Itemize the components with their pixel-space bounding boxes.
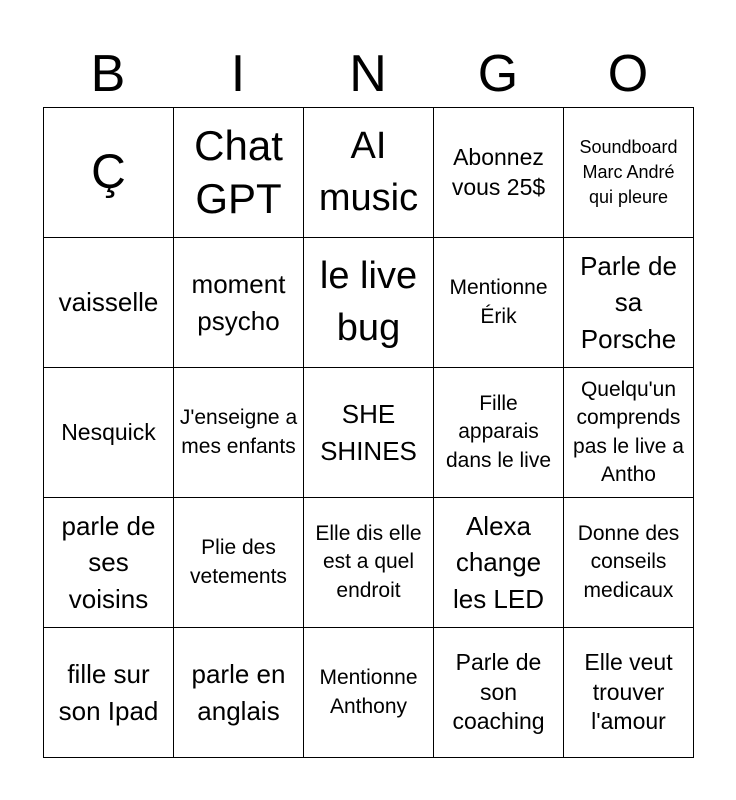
header-letter-n: N	[349, 45, 387, 103]
bingo-cell[interactable]	[434, 238, 564, 368]
cell-label: Mentionne Anthony	[319, 666, 418, 718]
header-letter-i: I	[230, 45, 246, 103]
bingo-board	[43, 107, 694, 758]
cell-label: SHE SHINES	[320, 399, 417, 466]
cell-label: Fille apparais dans le live	[445, 391, 552, 472]
cell-label: Elle dis elle est a quel endroit	[315, 521, 422, 602]
bingo-cell[interactable]	[434, 368, 564, 498]
bingo-cell[interactable]	[44, 108, 174, 238]
cell-label: Soundboard Marc André qui pleure	[579, 136, 678, 208]
bingo-cell[interactable]	[564, 628, 694, 758]
cell-label: Quelqu'un comprends pas le live a Antho	[573, 377, 684, 486]
header-letter-b: B	[90, 45, 126, 103]
bingo-cell[interactable]	[174, 238, 304, 368]
cell-label: Elle veut trouver l'amour	[584, 648, 673, 735]
bingo-cell[interactable]	[174, 108, 304, 238]
cell-label: Nesquick	[61, 418, 156, 445]
header-letter-o: O	[607, 45, 649, 103]
header-letter-g: G	[477, 45, 519, 103]
bingo-cell[interactable]	[304, 368, 434, 498]
cell-label: Plie des vetements	[190, 536, 287, 588]
bingo-cell[interactable]	[174, 498, 304, 628]
bingo-cell[interactable]	[174, 368, 304, 498]
cell-label: fille sur son Ipad	[58, 659, 159, 726]
cell-label: moment psycho	[191, 269, 286, 336]
bingo-cell[interactable]	[304, 108, 434, 238]
bingo-cell[interactable]	[434, 498, 564, 628]
cell-label: J'enseigne a mes enfants	[179, 406, 298, 458]
cell-label: vaisselle	[58, 287, 159, 318]
cell-label: Ç	[91, 145, 126, 199]
bingo-cell[interactable]	[174, 628, 304, 758]
bingo-cell[interactable]	[564, 368, 694, 498]
bingo-cell[interactable]	[304, 498, 434, 628]
bingo-cell[interactable]	[44, 628, 174, 758]
cell-label: AI music	[318, 125, 419, 219]
bingo-cell[interactable]	[434, 628, 564, 758]
bingo-cell[interactable]	[564, 108, 694, 238]
cell-label: Alexa change les LED	[452, 510, 545, 614]
bingo-cell[interactable]	[564, 498, 694, 628]
bingo-cell[interactable]	[44, 498, 174, 628]
cell-label: parle en anglais	[191, 659, 286, 726]
bingo-cell[interactable]	[564, 238, 694, 368]
bingo-cell[interactable]	[44, 238, 174, 368]
cell-label: Parle de son coaching	[452, 648, 545, 735]
cell-label: le live bug	[319, 255, 418, 349]
bingo-header	[43, 40, 693, 108]
cell-label: Parle de sa Porsche	[580, 250, 677, 354]
cell-label: Donne des conseils medicaux	[577, 521, 680, 602]
cell-label: Mentionne Érik	[449, 276, 548, 328]
cell-label: parle de ses voisins	[61, 510, 156, 614]
cell-label: Abonnez vous 25$	[451, 143, 546, 200]
bingo-cell[interactable]	[44, 368, 174, 498]
bingo-cell[interactable]	[304, 238, 434, 368]
bingo-cell[interactable]	[434, 108, 564, 238]
bingo-cell[interactable]	[304, 628, 434, 758]
cell-label: Chat GPT	[194, 122, 283, 222]
